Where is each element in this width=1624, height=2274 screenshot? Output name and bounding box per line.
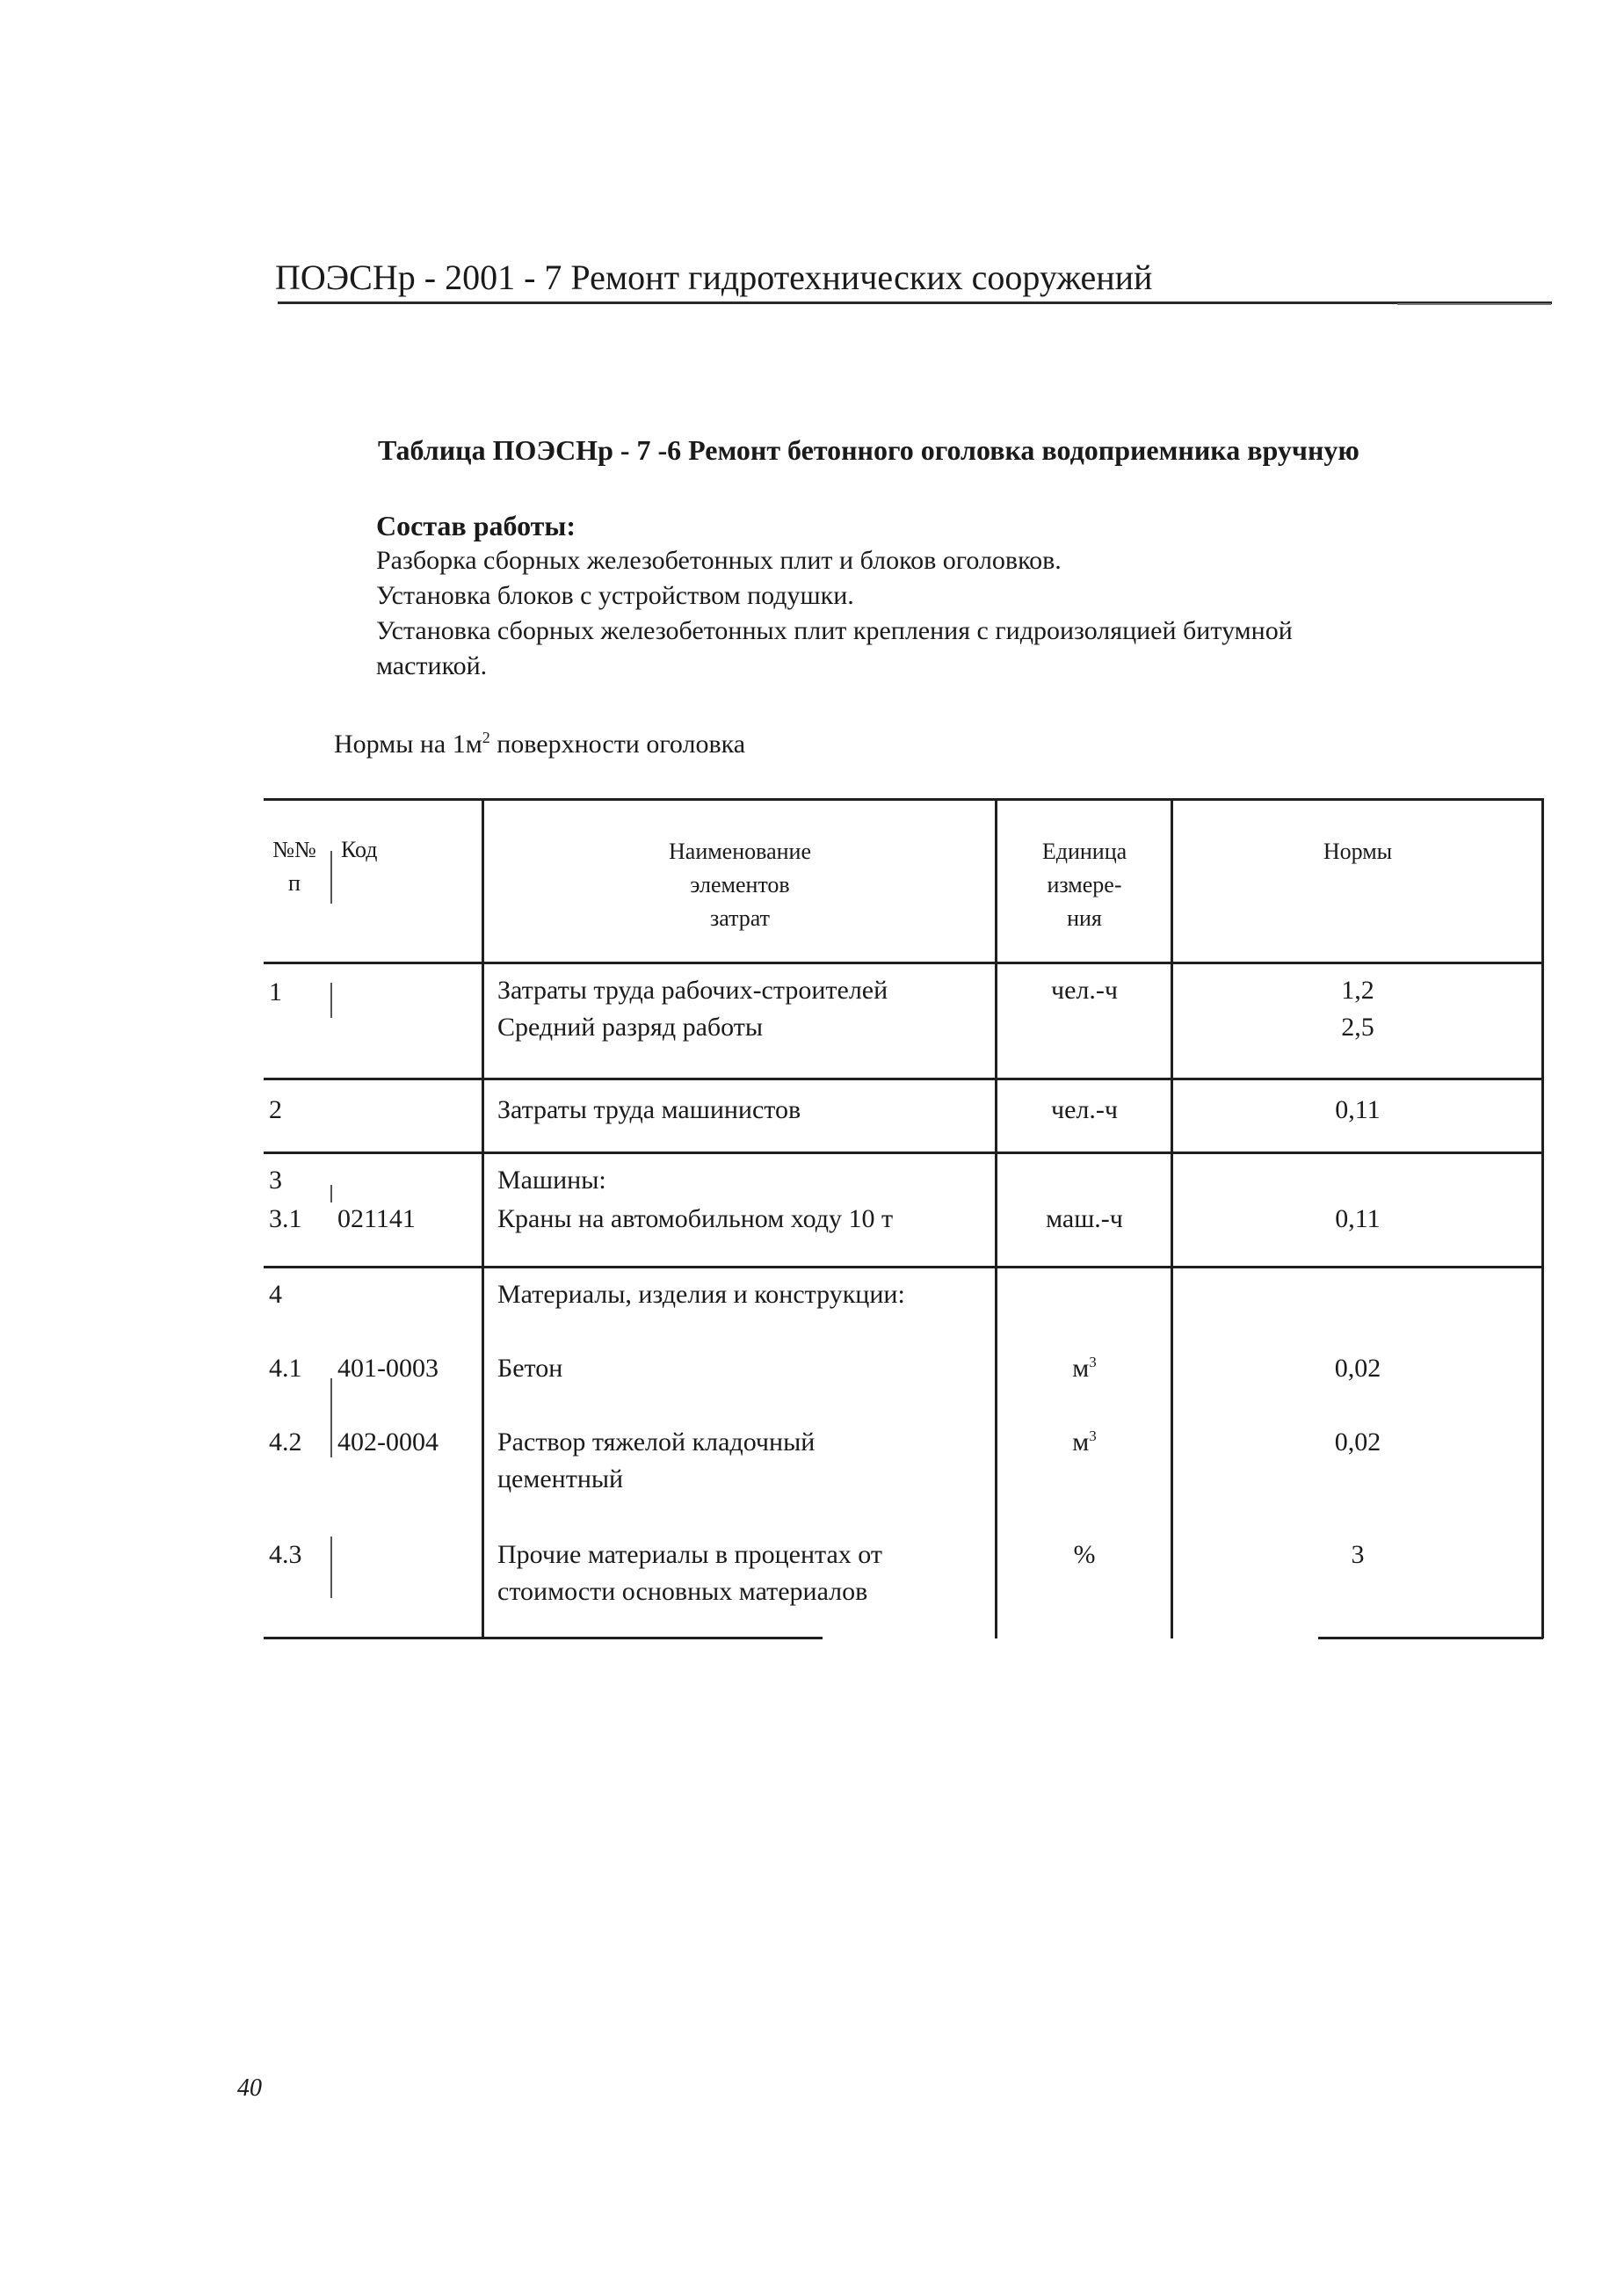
document-header: ПОЭСНр - 2001 - 7 Ремонт гидротехнических сооружений: [275, 258, 1153, 297]
row-code: 021141: [337, 1204, 416, 1233]
table-col-rule: [330, 983, 332, 1018]
table-rule-header-bottom: [264, 962, 1543, 964]
row-unit: маш.-ч: [1046, 1204, 1123, 1233]
row-name: Затраты труда рабочих-строителей: [497, 976, 888, 1005]
row-norm: 1,2: [1341, 976, 1374, 1005]
row-unit-power: 3: [1089, 1428, 1097, 1444]
norms-caption-suffix: поверхности оголовка: [489, 730, 746, 759]
row-unit: чел.-ч: [1051, 1095, 1118, 1124]
table-col-rule: [330, 1537, 332, 1598]
row-norm: 0,11: [1335, 1204, 1381, 1233]
composition-line: Установка блоков с устройством подушки.: [376, 581, 854, 610]
row-unit-text: м: [1072, 1354, 1090, 1383]
composition-line: Установка сборных железобетонных плит крепления с гидроизоляцией битумной: [376, 616, 1293, 645]
row-name: Бетон: [497, 1354, 563, 1383]
table-col-rule: [995, 798, 997, 1638]
table-col-rule-right: [1541, 798, 1544, 1638]
row-code: 401-0003: [337, 1354, 439, 1383]
composition-line: мастикой.: [376, 651, 488, 680]
row-name: Средний разряд работы: [497, 1013, 764, 1042]
row-name: Затраты труда машинистов: [497, 1095, 801, 1124]
row-number: 4: [269, 1280, 282, 1309]
header-name-line: затрат: [709, 905, 771, 931]
row-unit: [998, 1424, 1171, 1461]
table-col-rule: [330, 851, 332, 904]
row-unit-power: 3: [1089, 1354, 1097, 1370]
composition-heading: Состав работы:: [376, 510, 576, 541]
header-rule: [278, 302, 1552, 304]
composition-line: Разборка сборных железобетонных плит и блоков оголовков.: [376, 546, 1062, 575]
norms-table: [264, 798, 1543, 1638]
header-rule-tail: [1397, 303, 1551, 305]
row-norm: 0,02: [1334, 1354, 1381, 1383]
table-rule: [264, 1078, 1543, 1080]
work-composition: [376, 508, 1549, 684]
table-rule: [264, 1152, 1543, 1154]
header-unit: [998, 835, 1171, 935]
row-unit: [998, 1350, 1171, 1387]
row-number: 3.1: [269, 1204, 302, 1233]
header-name-line: элементов: [690, 872, 790, 897]
row-unit-text: м: [1072, 1428, 1090, 1457]
table-col-rule: [1171, 798, 1173, 1638]
table-rule-top: [264, 798, 1543, 801]
row-name: Материалы, изделия и конструкции:: [497, 1280, 905, 1309]
row-unit: %: [1073, 1540, 1096, 1569]
row-name: Краны на автомобильном ходу 10 т: [497, 1204, 894, 1233]
table-title: Таблица ПОЭСНр - 7 -6 Ремонт бетонного оголовка водоприемника вручную: [378, 434, 1359, 466]
norms-caption-prefix: Нормы на 1м: [334, 730, 482, 759]
row-number: 3: [269, 1166, 282, 1195]
table-col-rule: [482, 798, 484, 1638]
header-unit-line: Единица: [1041, 839, 1127, 864]
row-name-line: Раствор тяжелой кладочный: [497, 1428, 816, 1457]
table-col-rule: [330, 1185, 332, 1202]
header-num: №№ п: [272, 837, 316, 896]
row-name-line: Прочие материалы в процентах от: [497, 1540, 883, 1569]
row-name: [497, 1424, 995, 1498]
row-number: 1: [269, 977, 282, 1006]
row-norm: 0,02: [1334, 1428, 1381, 1457]
row-name-line: стоимости основных материалов: [497, 1577, 868, 1606]
header-name-line: Наименование: [669, 839, 811, 864]
row-norm: 0,11: [1335, 1095, 1381, 1124]
header-name: [485, 835, 995, 935]
row-norm: 2,5: [1341, 1013, 1374, 1042]
header-unit-line: измере-: [1047, 872, 1122, 897]
row-name: [497, 1537, 995, 1610]
header-code: Код: [341, 837, 378, 862]
row-number: 4.3: [269, 1540, 302, 1569]
page-number: 40: [237, 2074, 262, 2102]
table-col-rule: [330, 1378, 332, 1457]
row-code: 402-0004: [337, 1428, 439, 1457]
norms-caption-unit-power: 2: [482, 729, 490, 746]
row-name: Машины:: [497, 1166, 606, 1195]
row-name-line: цементный: [497, 1464, 624, 1493]
header-norm: Нормы: [1323, 839, 1393, 864]
table-rule-bottom: [1318, 1637, 1543, 1639]
row-norm: 3: [1351, 1540, 1365, 1569]
table-rule-bottom: [264, 1637, 823, 1639]
header-unit-line: ния: [1067, 905, 1102, 931]
table-rule: [264, 1266, 1543, 1268]
norms-caption: [334, 730, 745, 759]
row-unit: чел.-ч: [1051, 976, 1118, 1005]
row-number: 4.1: [269, 1354, 302, 1383]
row-number: 4.2: [269, 1428, 302, 1457]
row-number: 2: [269, 1095, 282, 1124]
